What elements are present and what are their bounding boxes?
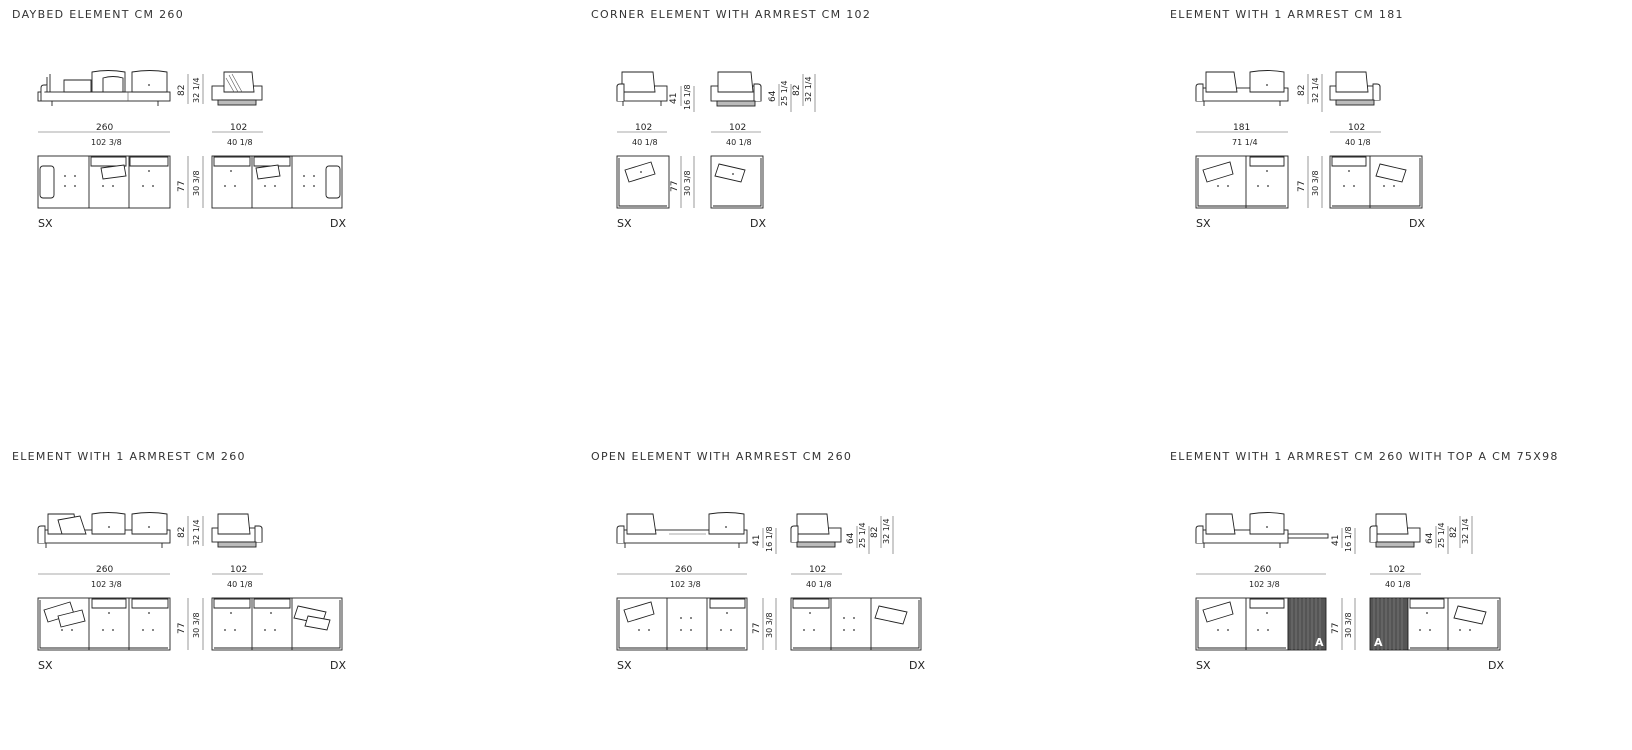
panel-daybed-element-260: [12, 8, 572, 308]
dim-depth-cm: 77: [1297, 180, 1307, 192]
dim-arm-in: 25 1/4: [1437, 522, 1446, 548]
panel-title: ELEMENT WITH 1 ARMREST CM 181: [1170, 8, 1404, 21]
plan-view-dx: [212, 156, 342, 208]
dim-width-cm: 102: [635, 123, 653, 133]
dim-width-cm: 181: [1233, 123, 1251, 133]
dim-height-cm: 82: [177, 84, 187, 96]
plan-depth-dimension: [1297, 156, 1322, 208]
front-view-side-module: [1330, 72, 1380, 105]
dim-seat-in: 16 1/8: [1344, 526, 1353, 552]
panel-element-armrest-181: [1170, 8, 1632, 308]
arm-height-dimensions: [846, 516, 893, 554]
dim-seat-cm: 41: [1331, 534, 1341, 546]
dim-depth-in: 30 3/8: [683, 170, 692, 196]
top-a-dx: [1370, 598, 1408, 650]
element-top-a-drawing: [1170, 450, 1630, 750]
front-view-sofa: [38, 513, 170, 549]
dim-height-in: 32 1/4: [1311, 77, 1320, 103]
label-dx: DX: [330, 217, 347, 230]
panel-open-element-260: [591, 450, 1151, 750]
dim-width2-in: 40 1/8: [227, 580, 253, 589]
dim-seat-cm: 41: [669, 92, 679, 104]
top-a-label: A: [1315, 636, 1324, 649]
dim-depth-cm: 77: [752, 622, 762, 634]
dim-depth-in: 30 3/8: [192, 170, 201, 196]
panel-corner-element-102: [591, 8, 1151, 308]
dim-height-in: 32 1/4: [882, 518, 891, 544]
dim-height-cm: 82: [870, 526, 880, 538]
label-sx: SX: [1196, 659, 1211, 672]
plan-view-sx: [38, 156, 170, 208]
height-dimension: [177, 74, 203, 104]
dim-side-width-cm: 102: [230, 123, 248, 133]
dim-width-in: 102 3/8: [91, 138, 122, 147]
width-dimension-main: [38, 123, 170, 147]
dim-width2-cm: 102: [1348, 123, 1366, 133]
seat-dimension: [669, 84, 694, 112]
dim-width2-cm: 102: [809, 565, 827, 575]
plan-depth-dimension: [752, 598, 776, 650]
dim-width2-cm: 102: [230, 565, 248, 575]
dim-arm-cm: 64: [1425, 532, 1435, 544]
label-sx: SX: [617, 217, 632, 230]
plan-view-sx: [1196, 156, 1288, 208]
width-dimensions: [38, 565, 263, 589]
dim-side-width-in: 40 1/8: [227, 138, 253, 147]
width-dimensions: [617, 565, 842, 589]
dim-width-in: 102 3/8: [670, 580, 701, 589]
front-view-sofa: [1196, 71, 1288, 107]
dim-width2-cm: 102: [729, 123, 747, 133]
dim-height-in: 32 1/4: [804, 76, 813, 102]
arm-height-dimensions: [1425, 516, 1472, 554]
width-dimensions: [1196, 123, 1381, 147]
dim-width-in: 40 1/8: [632, 138, 658, 147]
front-view-corner-dx: [711, 72, 761, 106]
width-dimension-side: [212, 123, 263, 147]
dim-seat-in: 16 1/8: [765, 526, 774, 552]
plan-view-dx: [1408, 598, 1500, 650]
front-view-side-module: [791, 514, 841, 547]
dim-seat-cm: 41: [752, 534, 762, 546]
dim-arm-cm: 64: [846, 532, 856, 544]
dim-depth-in: 30 3/8: [765, 612, 774, 638]
panel-title: CORNER ELEMENT WITH ARMREST CM 102: [591, 8, 872, 21]
front-view-side-module: [212, 514, 262, 547]
dim-depth-cm: 77: [670, 180, 680, 192]
daybed-drawing: [12, 8, 572, 308]
dim-width-in: 71 1/4: [1232, 138, 1258, 147]
dim-depth-cm: 77: [1331, 622, 1341, 634]
panel-title: OPEN ELEMENT WITH ARMREST CM 260: [591, 450, 853, 463]
width-dimensions: [1196, 565, 1421, 589]
height-dimension: [177, 516, 203, 546]
front-view-sofa: [1196, 513, 1328, 549]
dim-height-in: 32 1/4: [1461, 518, 1470, 544]
dim-width2-in: 40 1/8: [806, 580, 832, 589]
panel-element-260-top-a: [1170, 450, 1632, 750]
plan-view-dx: [791, 598, 921, 650]
label-dx: DX: [909, 659, 926, 672]
element-181-drawing: [1170, 8, 1630, 308]
front-view-side-module: [212, 72, 262, 105]
dim-arm-cm: 64: [768, 90, 778, 102]
plan-depth-dimension: [177, 598, 203, 650]
panel-title: DAYBED ELEMENT CM 260: [12, 8, 185, 21]
label-dx: DX: [1409, 217, 1426, 230]
dim-width-cm: 260: [675, 565, 693, 575]
seat-dimension: [1331, 526, 1355, 554]
plan-view-sx: [1196, 598, 1288, 650]
seat-dimension: [752, 526, 776, 554]
element-260-drawing: [12, 450, 572, 750]
plan-view-dx: [1330, 156, 1422, 208]
top-a-sx: [1288, 598, 1326, 650]
arm-height-dimensions: [768, 74, 815, 112]
label-sx: SX: [1196, 217, 1211, 230]
dim-width-cm: 260: [1254, 565, 1272, 575]
label-dx: DX: [750, 217, 767, 230]
front-view-corner-sx: [617, 72, 667, 106]
front-view-sofa: [38, 71, 170, 107]
dim-height-cm: 82: [177, 526, 187, 538]
dim-height-in: 32 1/4: [192, 519, 201, 545]
dim-seat-in: 16 1/8: [683, 84, 692, 110]
corner-drawing: [591, 8, 1151, 308]
dim-depth-in: 30 3/8: [1311, 170, 1320, 196]
dim-width-cm: 260: [96, 565, 114, 575]
label-sx: SX: [617, 659, 632, 672]
dim-width-in: 102 3/8: [91, 580, 122, 589]
dim-width-in: 102 3/8: [1249, 580, 1280, 589]
plan-view-corner-sx: [617, 156, 669, 208]
label-dx: DX: [1488, 659, 1505, 672]
plan-view-dx: [212, 598, 342, 650]
plan-depth-dimension: [177, 156, 203, 208]
front-view-side-module: [1370, 514, 1420, 547]
open-element-drawing: [591, 450, 1151, 750]
height-dimension: [1297, 74, 1322, 112]
panel-element-armrest-260: [12, 450, 572, 750]
dim-depth-in: 30 3/8: [1344, 612, 1353, 638]
plan-depth-dimension: [1331, 598, 1355, 650]
dim-arm-in: 25 1/4: [780, 80, 789, 106]
dim-arm-in: 25 1/4: [858, 522, 867, 548]
dim-height-cm: 82: [1297, 84, 1307, 96]
dim-height-cm: 82: [1449, 526, 1459, 538]
dim-width2-in: 40 1/8: [1345, 138, 1371, 147]
top-a-label: A: [1374, 636, 1383, 649]
plan-view-corner-dx: [711, 156, 763, 208]
dim-height-in: 32 1/4: [192, 77, 201, 103]
width-dimensions: [617, 123, 761, 147]
dim-width2-in: 40 1/8: [726, 138, 752, 147]
dim-depth-cm: 77: [177, 180, 187, 192]
dim-height-cm: 82: [792, 84, 802, 96]
panel-title: ELEMENT WITH 1 ARMREST CM 260 WITH TOP A CM 75X98: [1170, 450, 1559, 463]
dim-depth-in: 30 3/8: [192, 612, 201, 638]
plan-view-sx: [617, 598, 747, 650]
panel-title: ELEMENT WITH 1 ARMREST CM 260: [12, 450, 246, 463]
dim-depth-cm: 77: [177, 622, 187, 634]
dim-width-cm: 260: [96, 123, 114, 133]
label-sx: SX: [38, 217, 53, 230]
front-view-sofa: [617, 513, 747, 549]
dim-width2-cm: 102: [1388, 565, 1406, 575]
plan-view-sx: [38, 598, 170, 650]
label-sx: SX: [38, 659, 53, 672]
plan-depth-dimension: [670, 156, 694, 208]
label-dx: DX: [330, 659, 347, 672]
dim-width2-in: 40 1/8: [1385, 580, 1411, 589]
